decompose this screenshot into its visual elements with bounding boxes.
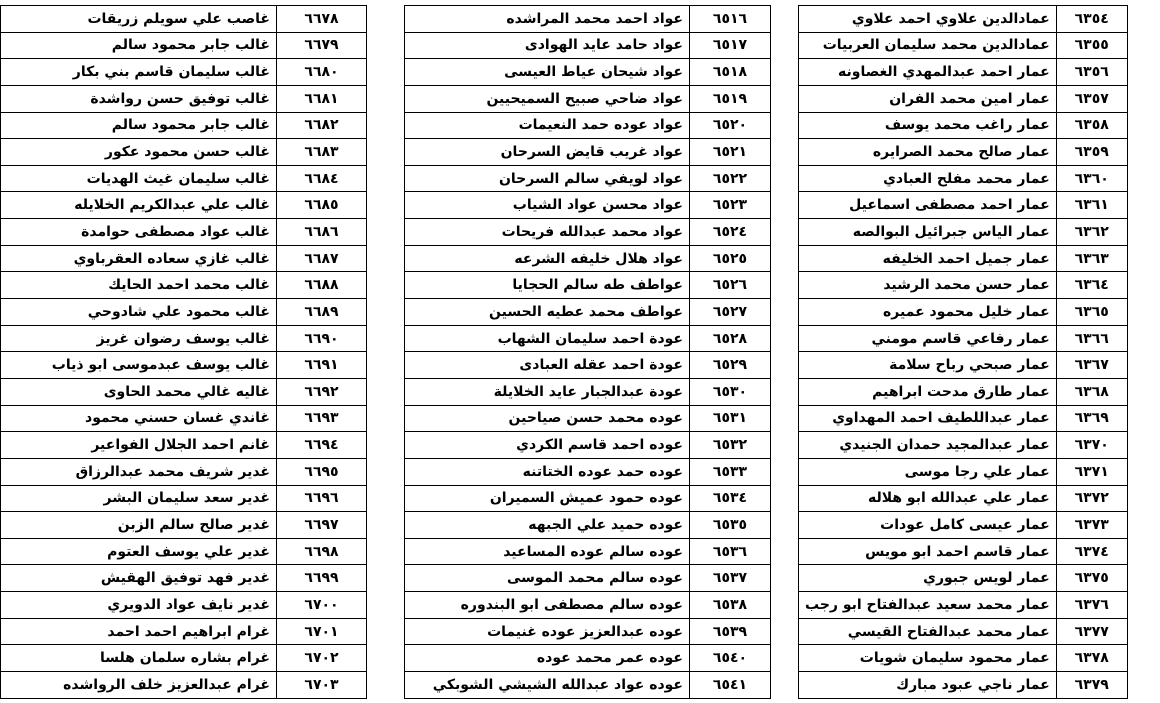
person-name: عواد هلال خليفه الشرعه <box>405 245 690 272</box>
person-name: غالب يوسف عبدموسى ابو ذياب <box>1 352 277 379</box>
table-row <box>799 485 1128 512</box>
person-name: عودة عبدالجبار عايد الخلايلة <box>405 378 690 405</box>
table-row <box>1 165 367 192</box>
table-row <box>1 538 367 565</box>
person-name: عمار صبحي رباح سلامة <box>799 352 1057 379</box>
record-number: ٦٦٩٣ <box>277 405 367 432</box>
person-name: غالب علي عبدالكريم الخلايله <box>1 192 277 219</box>
table-row <box>405 299 771 326</box>
table-row <box>799 592 1128 619</box>
record-number: ٦٧٠٠ <box>277 592 367 619</box>
record-number: ٦٦٨٠ <box>277 59 367 86</box>
person-name: عمار عيسى كامل عودات <box>799 512 1057 539</box>
person-name: عمار امين محمد الفران <box>799 85 1057 112</box>
record-number: ٦٥٣٢ <box>690 432 771 459</box>
table-row <box>799 219 1128 246</box>
record-number: ٦٥٢٠ <box>690 112 771 139</box>
table-row <box>405 432 771 459</box>
record-number: ٦٣٧٤ <box>1056 538 1127 565</box>
record-number: ٦٣٧٥ <box>1056 565 1127 592</box>
person-name: عمار جميل احمد الخليفه <box>799 245 1057 272</box>
person-name: عمار عبدالمجيد حمدان الجنيدي <box>799 432 1057 459</box>
record-number: ٦٥١٨ <box>690 59 771 86</box>
person-name: عمار خليل محمود عميره <box>799 299 1057 326</box>
record-number: ٦٦٩٩ <box>277 565 367 592</box>
table-row <box>405 645 771 672</box>
table-row <box>405 458 771 485</box>
table-row <box>405 139 771 166</box>
record-number: ٦٥٢٢ <box>690 165 771 192</box>
record-number: ٦٣٦٨ <box>1056 378 1127 405</box>
person-name: غدير سعد سليمان البشر <box>1 485 277 512</box>
table-row <box>1 352 367 379</box>
table-row <box>1 458 367 485</box>
person-name: عمار محمد عبدالفتاح القيسي <box>799 618 1057 645</box>
person-name: غالب محمد احمد الحايك <box>1 272 277 299</box>
record-number: ٦٥١٩ <box>690 85 771 112</box>
record-number: ٦٦٩٧ <box>277 512 367 539</box>
table-row <box>799 112 1128 139</box>
person-name: عمار محمود سليمان شويات <box>799 645 1057 672</box>
table-row <box>799 325 1128 352</box>
table-row <box>1 59 367 86</box>
names-column-3 <box>0 5 367 699</box>
record-number: ٦٣٦٩ <box>1056 405 1127 432</box>
table-row <box>1 245 367 272</box>
table-row <box>405 672 771 699</box>
record-number: ٦٦٩٤ <box>277 432 367 459</box>
person-name: عواد عوده حمد النعيمات <box>405 112 690 139</box>
person-name: عودة احمد عقله العبادى <box>405 352 690 379</box>
table-row <box>799 6 1128 33</box>
table-row <box>799 538 1128 565</box>
table-row <box>799 432 1128 459</box>
table-row <box>405 219 771 246</box>
person-name: عمار الياس جبرائيل البوالصه <box>799 219 1057 246</box>
record-number: ٦٣٥٩ <box>1056 139 1127 166</box>
table-row <box>799 245 1128 272</box>
person-name: غانم احمد الجلال الفواعير <box>1 432 277 459</box>
person-name: غاندي غسان حسني محمود <box>1 405 277 432</box>
record-number: ٦٣٦٥ <box>1056 299 1127 326</box>
table-row <box>1 325 367 352</box>
record-number: ٦٥٢٨ <box>690 325 771 352</box>
person-name: غالب حسن محمود عكور <box>1 139 277 166</box>
person-name: غالب جابر محمود سالم <box>1 112 277 139</box>
person-name: عمادالدين محمد سليمان العربيات <box>799 32 1057 59</box>
record-number: ٦٦٧٨ <box>277 6 367 33</box>
record-number: ٦٥٣١ <box>690 405 771 432</box>
person-name: عمار احمد مصطفى اسماعيل <box>799 192 1057 219</box>
table-row <box>405 59 771 86</box>
table-row <box>405 85 771 112</box>
record-number: ٦٣٧٦ <box>1056 592 1127 619</box>
table-row <box>799 352 1128 379</box>
record-number: ٦٣٦٧ <box>1056 352 1127 379</box>
table-row <box>405 352 771 379</box>
record-number: ٦٥٤٠ <box>690 645 771 672</box>
table-row <box>799 59 1128 86</box>
table-row <box>799 85 1128 112</box>
table-row <box>1 618 367 645</box>
table-row <box>1 112 367 139</box>
record-number: ٦٦٨٣ <box>277 139 367 166</box>
record-number: ٦٥١٧ <box>690 32 771 59</box>
table-row <box>1 85 367 112</box>
record-number: ٦٣٧٩ <box>1056 672 1127 699</box>
person-name: عمار لويس جبوري <box>799 565 1057 592</box>
person-name: غالب توفيق حسن رواشدة <box>1 85 277 112</box>
record-number: ٦٣٧٨ <box>1056 645 1127 672</box>
record-number: ٦٥٣٦ <box>690 538 771 565</box>
table-row <box>405 165 771 192</box>
record-number: ٦٥٢٩ <box>690 352 771 379</box>
table-row <box>799 645 1128 672</box>
record-number: ٦٥٣٣ <box>690 458 771 485</box>
person-name: غرام عبدالعزيز خلف الرواشده <box>1 672 277 699</box>
record-number: ٦٣٥٥ <box>1056 32 1127 59</box>
person-name: غالب سليمان قاسم بني بكار <box>1 59 277 86</box>
person-name: عمار ناجي عبود مبارك <box>799 672 1057 699</box>
person-name: عواد محسن عواد الشياب <box>405 192 690 219</box>
record-number: ٦٥٢٥ <box>690 245 771 272</box>
person-name: عوده حميد علي الجبهه <box>405 512 690 539</box>
table-row <box>799 618 1128 645</box>
person-name: عوده محمد حسن صياحين <box>405 405 690 432</box>
record-number: ٦٦٨٦ <box>277 219 367 246</box>
table-row <box>799 32 1128 59</box>
record-number: ٦٣٦٢ <box>1056 219 1127 246</box>
person-name: غدير فهد توفيق الهقيش <box>1 565 277 592</box>
person-name: عمار صالح محمد الصرايره <box>799 139 1057 166</box>
record-number: ٦٦٨٢ <box>277 112 367 139</box>
person-name: غالب جابر محمود سالم <box>1 32 277 59</box>
person-name: عمار راغب محمد يوسف <box>799 112 1057 139</box>
person-name: عوده حمود عميش السميران <box>405 485 690 512</box>
person-name: غالب غازي سعاده العقرباوي <box>1 245 277 272</box>
record-number: ٦٣٦٣ <box>1056 245 1127 272</box>
record-number: ٦٥٣٥ <box>690 512 771 539</box>
record-number: ٦٦٨٨ <box>277 272 367 299</box>
person-name: عواد لويفي سالم السرحان <box>405 165 690 192</box>
record-number: ٦٦٩٨ <box>277 538 367 565</box>
record-number: ٦٦٨١ <box>277 85 367 112</box>
table-row <box>405 112 771 139</box>
table-row <box>1 192 367 219</box>
table-row <box>405 592 771 619</box>
person-name: عمار قاسم احمد ابو مويس <box>799 538 1057 565</box>
table-row <box>1 219 367 246</box>
record-number: ٦٥٢١ <box>690 139 771 166</box>
table-row <box>799 192 1128 219</box>
person-name: عوده احمد قاسم الكردي <box>405 432 690 459</box>
person-name: غدير نايف عواد الدويري <box>1 592 277 619</box>
record-number: ٦٥٣٧ <box>690 565 771 592</box>
record-number: ٦٥٢٣ <box>690 192 771 219</box>
record-number: ٦٣٥٧ <box>1056 85 1127 112</box>
table-row <box>799 565 1128 592</box>
person-name: غرام ابراهيم احمد احمد <box>1 618 277 645</box>
person-name: عواد شيحان عياط العيسى <box>405 59 690 86</box>
table-row <box>1 6 367 33</box>
table-row <box>799 458 1128 485</box>
record-number: ٦٣٥٤ <box>1056 6 1127 33</box>
record-number: ٦٥٤١ <box>690 672 771 699</box>
table-row <box>1 592 367 619</box>
table-row <box>405 565 771 592</box>
record-number: ٦٦٩٠ <box>277 325 367 352</box>
person-name: عمار محمد سعيد عبدالفتاح ابو رجب <box>799 592 1057 619</box>
record-number: ٦٥٣٨ <box>690 592 771 619</box>
person-name: عودة احمد سليمان الشهاب <box>405 325 690 352</box>
table-row <box>1 139 367 166</box>
table-row <box>405 538 771 565</box>
person-name: عوده عواد عبدالله الشيشي الشوبكي <box>405 672 690 699</box>
person-name: عوده سالم مصطفى ابو البندوره <box>405 592 690 619</box>
person-name: عواد حامد عايد الهوادى <box>405 32 690 59</box>
person-name: غالب محمود علي شادوحي <box>1 299 277 326</box>
record-number: ٦٣٦٠ <box>1056 165 1127 192</box>
table-row <box>1 405 367 432</box>
person-name: غالب سليمان غيث الهديات <box>1 165 277 192</box>
record-number: ٦٦٨٩ <box>277 299 367 326</box>
names-column-1 <box>798 5 1128 699</box>
record-number: ٦٣٦١ <box>1056 192 1127 219</box>
person-name: عوده سالم عوده المساعيد <box>405 538 690 565</box>
table-row <box>405 245 771 272</box>
person-name: غرام بشاره سلمان هلسا <box>1 645 277 672</box>
record-number: ٦٦٧٩ <box>277 32 367 59</box>
table-row <box>1 565 367 592</box>
person-name: غدير صالح سالم الزبن <box>1 512 277 539</box>
person-name: عمار طارق مدحت ابراهيم <box>799 378 1057 405</box>
table-row <box>799 672 1128 699</box>
record-number: ٦٦٩٦ <box>277 485 367 512</box>
table-row <box>405 485 771 512</box>
table-row <box>405 618 771 645</box>
table-row <box>799 139 1128 166</box>
person-name: عوده حمد عوده الختاتنه <box>405 458 690 485</box>
person-name: عواطف طه سالم الحجايا <box>405 272 690 299</box>
record-number: ٦٦٩١ <box>277 352 367 379</box>
person-name: غاليه غالي محمد الحاوى <box>1 378 277 405</box>
record-number: ٦٣٧٧ <box>1056 618 1127 645</box>
table-row <box>799 378 1128 405</box>
table-row <box>1 485 367 512</box>
record-number: ٦٧٠٣ <box>277 672 367 699</box>
person-name: عوده سالم محمد الموسى <box>405 565 690 592</box>
table-row <box>405 512 771 539</box>
record-number: ٦٥٣٠ <box>690 378 771 405</box>
person-name: عمار علي رجا موسى <box>799 458 1057 485</box>
table-row <box>405 6 771 33</box>
table-row <box>1 299 367 326</box>
table-row <box>1 512 367 539</box>
table-row <box>1 645 367 672</box>
record-number: ٦٣٧٢ <box>1056 485 1127 512</box>
person-name: غدير علي يوسف العتوم <box>1 538 277 565</box>
person-name: عوده عبدالعزيز عوده غنيمات <box>405 618 690 645</box>
record-number: ٦٣٦٤ <box>1056 272 1127 299</box>
table-row <box>1 432 367 459</box>
record-number: ٦٥٢٤ <box>690 219 771 246</box>
table-row <box>1 32 367 59</box>
person-name: عمادالدين علاوي احمد علاوي <box>799 6 1057 33</box>
record-number: ٦٥٣٤ <box>690 485 771 512</box>
record-number: ٦٦٩٢ <box>277 378 367 405</box>
table-row <box>1 672 367 699</box>
person-name: غدير شريف محمد عبدالرزاق <box>1 458 277 485</box>
person-name: عمار علي عبدالله ابو هلاله <box>799 485 1057 512</box>
record-number: ٦٦٨٧ <box>277 245 367 272</box>
table-row <box>405 325 771 352</box>
table-row <box>405 32 771 59</box>
person-name: غالب عواد مصطفى حوامدة <box>1 219 277 246</box>
person-name: عواطف محمد عطيه الحسين <box>405 299 690 326</box>
record-number: ٦٣٧٠ <box>1056 432 1127 459</box>
record-number: ٦٥٢٧ <box>690 299 771 326</box>
table-row <box>799 165 1128 192</box>
person-name: عمار احمد عبدالمهدي الغصاونه <box>799 59 1057 86</box>
record-number: ٦٧٠٢ <box>277 645 367 672</box>
table-row <box>799 405 1128 432</box>
table-row <box>405 378 771 405</box>
person-name: عمار محمد مفلح العبادي <box>799 165 1057 192</box>
record-number: ٦٦٨٤ <box>277 165 367 192</box>
record-number: ٦٥٢٦ <box>690 272 771 299</box>
table-row <box>799 272 1128 299</box>
table-row <box>405 272 771 299</box>
names-column-2 <box>404 5 771 699</box>
record-number: ٦٦٩٥ <box>277 458 367 485</box>
person-name: عواد ضاحي صبيح السميحيين <box>405 85 690 112</box>
record-number: ٦٣٧٣ <box>1056 512 1127 539</box>
record-number: ٦٣٥٦ <box>1056 59 1127 86</box>
record-number: ٦٥٣٩ <box>690 618 771 645</box>
record-number: ٦٦٨٥ <box>277 192 367 219</box>
table-row <box>799 512 1128 539</box>
person-name: غالب يوسف رضوان غريز <box>1 325 277 352</box>
person-name: عواد احمد محمد المراشده <box>405 6 690 33</box>
table-row <box>1 272 367 299</box>
record-number: ٦٥١٦ <box>690 6 771 33</box>
table-row <box>799 299 1128 326</box>
record-number: ٦٣٦٦ <box>1056 325 1127 352</box>
person-name: عواد محمد عبدالله فريحات <box>405 219 690 246</box>
person-name: عمار رفاعي قاسم مومني <box>799 325 1057 352</box>
person-name: غاصب علي سويلم زريقات <box>1 6 277 33</box>
table-row <box>1 378 367 405</box>
person-name: عمار حسن محمد الرشيد <box>799 272 1057 299</box>
record-number: ٦٧٠١ <box>277 618 367 645</box>
person-name: عواد غريب قايض السرحان <box>405 139 690 166</box>
table-row <box>405 192 771 219</box>
person-name: عوده عمر محمد عوده <box>405 645 690 672</box>
person-name: عمار عبداللطيف احمد المهداوي <box>799 405 1057 432</box>
table-row <box>405 405 771 432</box>
record-number: ٦٣٥٨ <box>1056 112 1127 139</box>
record-number: ٦٣٧١ <box>1056 458 1127 485</box>
